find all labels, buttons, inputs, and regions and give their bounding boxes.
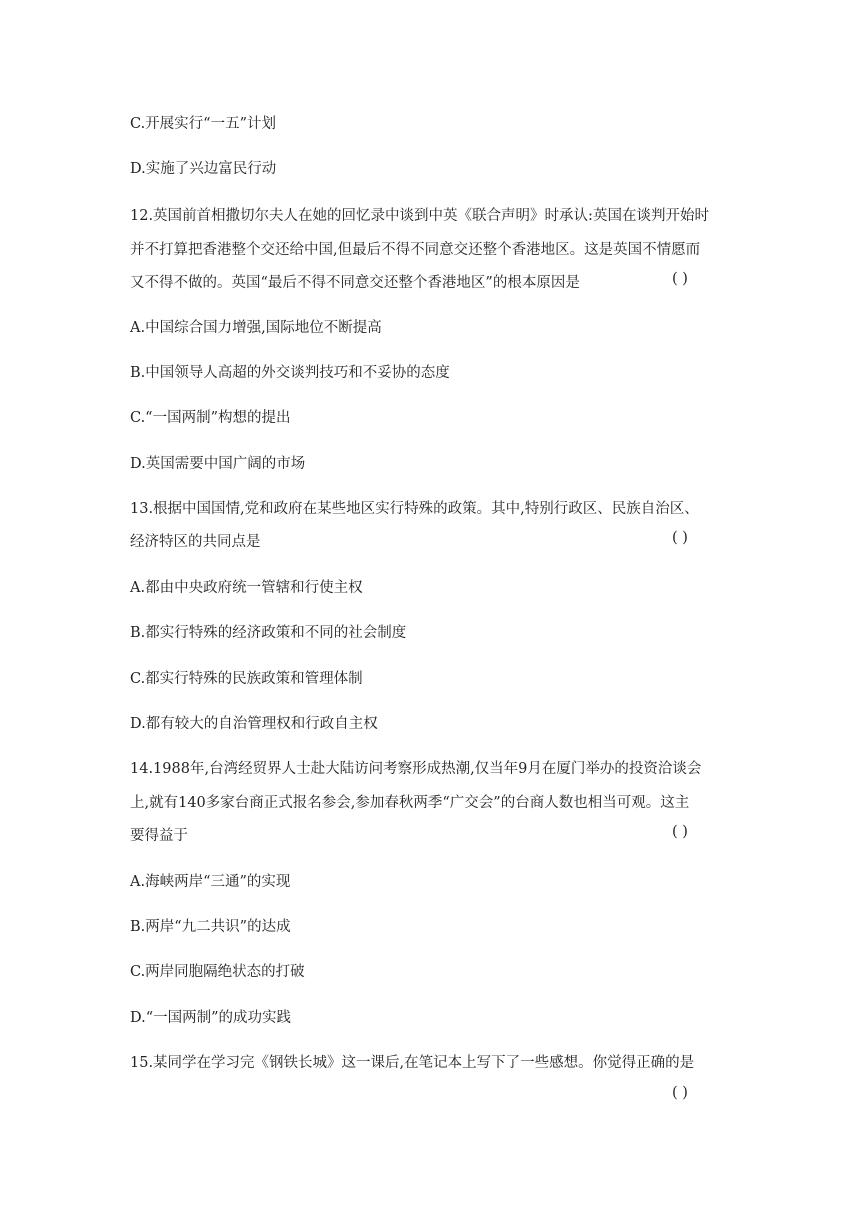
q12-option-a: A.中国综合国力增强,国际地位不断提高 (130, 320, 382, 336)
q13-stem-line1: 13.根据中国国情,党和政府在某些地区实行特殊的政策。其中,特别行政区、民族自治区、 (130, 501, 699, 517)
q13-answer-blank: ( ) (672, 530, 688, 546)
q12-answer-blank: ( ) (672, 271, 688, 287)
q11-option-c: C.开展实行“一五”计划 (130, 116, 277, 132)
q15-answer-blank: ( ) (672, 1085, 688, 1101)
q13-option-d: D.都有较大的自治管理权和行政自主权 (130, 716, 378, 732)
q12-stem-line2: 并不打算把香港整个交还给中国,但最后不得不同意交还整个香港地区。这是英国不情愿而 (130, 242, 701, 258)
q12-option-c: C.“一国两制”构想的提出 (130, 410, 291, 426)
q15-stem-line1: 15.某同学在学习完《钢铁长城》这一课后,在笔记本上写下了一些感想。你觉得正确的是 (130, 1055, 695, 1071)
q12-option-d: D.英国需要中国广阔的市场 (130, 456, 306, 472)
q13-option-a: A.都由中央政府统一管辖和行使主权 (130, 580, 363, 596)
q13-option-c: C.都实行特殊的民族政策和管理体制 (130, 671, 363, 687)
q14-answer-blank: ( ) (672, 824, 688, 840)
q14-stem-line2: 上,就有140多家台商正式报名参会,参加春秋两季“广交会”的台商人数也相当可观。这主 (130, 795, 690, 811)
q14-option-d: D.“一国两制”的成功实践 (130, 1010, 292, 1026)
q12-option-b: B.中国领导人高超的外交谈判技巧和不妥协的态度 (130, 365, 450, 381)
q14-option-c: C.两岸同胞隔绝状态的打破 (130, 964, 305, 980)
q12-stem-line1: 12.英国前首相撒切尔夫人在她的回忆录中谈到中英《联合声明》时承认:英国在谈判开始时 (130, 208, 709, 224)
q14-stem-line3: 要得益于 (130, 828, 188, 844)
q11-option-d: D.实施了兴边富民行动 (130, 161, 277, 177)
q13-stem-line2: 经济特区的共同点是 (130, 534, 261, 550)
q14-option-b: B.两岸“九二共识”的达成 (130, 919, 291, 935)
q14-stem-line1: 14.1988年,台湾经贸界人士赴大陆访问考察形成热潮,仅当年9月在厦门举办的投资洽谈会 (130, 761, 702, 777)
q14-option-a: A.海峡两岸“三通”的实现 (130, 874, 291, 890)
q12-stem-line3: 又不得不做的。英国“最后不得不同意交还整个香港地区”的根本原因是 (130, 275, 580, 291)
q13-option-b: B.都实行特殊的经济政策和不同的社会制度 (130, 625, 407, 641)
